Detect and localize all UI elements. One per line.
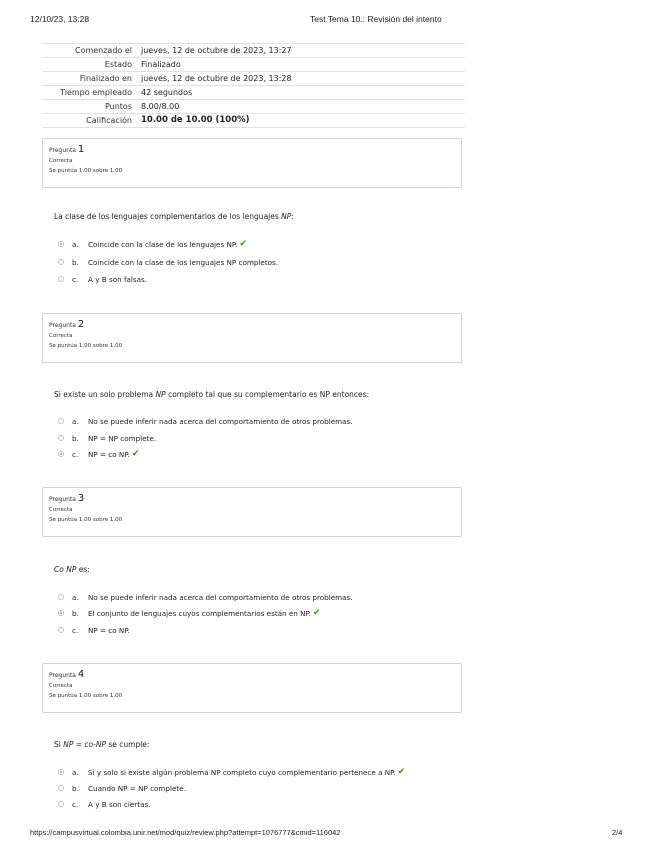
attempt-summary-table (42, 43, 465, 128)
summary-label: Tiempo empleado (42, 86, 137, 100)
print-title: Test Tema 10.: Revisión del intento (310, 14, 442, 24)
question-info-2 (42, 313, 462, 363)
answer-letter: b. (72, 608, 79, 618)
summary-value: jueves, 12 de octubre de 2023, 13:28 (137, 72, 465, 86)
answer-text: El conjunto de lenguajes cuyos complementarios están en NP. (88, 608, 312, 618)
radio-icon[interactable] (58, 451, 64, 457)
answer-text: NP = co NP. (88, 449, 130, 459)
answer-option[interactable] (58, 766, 405, 778)
question-grade: Se puntúa 1.00 sobre 1.00 (49, 168, 123, 174)
summary-value: 8.00/8.00 (137, 100, 465, 114)
radio-icon[interactable] (58, 594, 64, 600)
radio-icon[interactable] (58, 276, 64, 282)
answer-letter: c. (72, 625, 79, 635)
answer-letter: b. (72, 257, 79, 267)
answer-letter: a. (72, 592, 79, 602)
summary-row (42, 44, 465, 58)
summary-label: Finalizado en (42, 72, 137, 86)
print-url: https://campusvirtual.colombia.unir.net/mod/quiz/review.php?attempt=1076777&cmid=116042 (30, 828, 341, 837)
answer-letter: b. (72, 433, 79, 443)
answer-option[interactable] (58, 798, 151, 810)
question-grade: Se puntúa 1.00 sobre 1.00 (49, 693, 123, 699)
answer-letter: b. (72, 783, 79, 793)
summary-label: Puntos (42, 100, 137, 114)
summary-row (42, 72, 465, 86)
summary-row (42, 114, 465, 128)
question-state: Correcta (49, 333, 73, 339)
question-text-2: Si existe un solo problema NP completo tal que su complementario es NP entonces: (54, 390, 370, 399)
answer-letter: a. (72, 239, 79, 249)
answer-text: Coincide con la clase de los lenguajes NP. (88, 239, 238, 249)
question-state: Correcta (49, 507, 73, 513)
summary-value: 42 segundos (137, 86, 465, 100)
answer-option[interactable] (58, 256, 278, 268)
question-text-1: La clase de los lenguajes complementarios de los lenguajes NP: (54, 212, 294, 221)
question-info-1 (42, 138, 462, 188)
answer-option[interactable] (58, 273, 147, 285)
radio-icon[interactable] (58, 769, 64, 775)
answer-letter: c. (72, 274, 79, 284)
question-number: Pregunta 2 (49, 319, 85, 330)
radio-icon[interactable] (58, 801, 64, 807)
summary-row (42, 100, 465, 114)
answer-text: NP = co NP. (88, 625, 130, 635)
radio-icon[interactable] (58, 610, 64, 616)
answer-text: NP = NP complete. (88, 433, 157, 443)
radio-icon[interactable] (58, 627, 64, 633)
page-number: 2/4 (612, 828, 623, 837)
radio-icon[interactable] (58, 259, 64, 265)
answer-text: Si y solo si existe algún problema NP completo cuyo complementario pertenece a NP. (88, 767, 396, 777)
summary-value: jueves, 12 de octubre de 2023, 13:27 (137, 44, 465, 58)
answer-option[interactable] (58, 448, 139, 460)
check-icon: ✔ (131, 448, 140, 459)
answer-text: Coincide con la clase de los lenguajes NP completos. (88, 257, 279, 267)
question-state: Correcta (49, 158, 73, 164)
question-grade: Se puntúa 1.00 sobre 1.00 (49, 517, 123, 523)
summary-row (42, 58, 465, 72)
answer-text: Cuando NP = NP complete. (88, 783, 186, 793)
print-date: 12/10/23, 13:28 (30, 14, 90, 24)
question-info-3 (42, 487, 462, 537)
question-text-4: Si NP = co-NP se cumple: (54, 740, 150, 749)
answer-option[interactable] (58, 415, 353, 427)
question-number: Pregunta 3 (49, 493, 85, 504)
question-state: Correcta (49, 683, 73, 689)
answer-letter: a. (72, 416, 79, 426)
question-number: Pregunta 1 (49, 144, 85, 155)
answer-option[interactable] (58, 607, 321, 619)
answer-option[interactable] (58, 238, 247, 250)
summary-label: Calificación (42, 114, 137, 128)
summary-value: Finalizado (137, 58, 465, 72)
answer-text: A y B son falsas. (88, 274, 148, 284)
answer-letter: c. (72, 449, 79, 459)
answer-option[interactable] (58, 591, 353, 603)
answer-text: A y B son ciertas. (88, 799, 151, 809)
answer-letter: c. (72, 799, 79, 809)
radio-icon[interactable] (58, 435, 64, 441)
summary-row (42, 86, 465, 100)
answer-letter: a. (72, 767, 79, 777)
answer-text: No se puede inferir nada acerca del comportamiento de otros problemas. (88, 416, 353, 426)
check-icon: ✔ (239, 238, 247, 249)
summary-value: 10.00 de 10.00 (100%) (137, 114, 465, 128)
check-icon: ✔ (313, 607, 321, 618)
radio-icon[interactable] (58, 241, 64, 247)
answer-option[interactable] (58, 432, 156, 444)
question-info-4 (42, 663, 462, 713)
check-icon: ✔ (397, 766, 406, 777)
question-number: Pregunta 4 (49, 669, 85, 680)
radio-icon[interactable] (58, 785, 64, 791)
summary-label: Comenzado el (42, 44, 137, 58)
radio-icon[interactable] (58, 418, 64, 424)
question-grade: Se puntúa 1.00 sobre 1.00 (49, 343, 123, 349)
question-text-3: Co NP es: (54, 565, 90, 574)
answer-option[interactable] (58, 624, 130, 636)
answer-text: No se puede inferir nada acerca del comportamiento de otros problemas. (88, 592, 353, 602)
summary-label: Estado (42, 58, 137, 72)
answer-option[interactable] (58, 782, 186, 794)
